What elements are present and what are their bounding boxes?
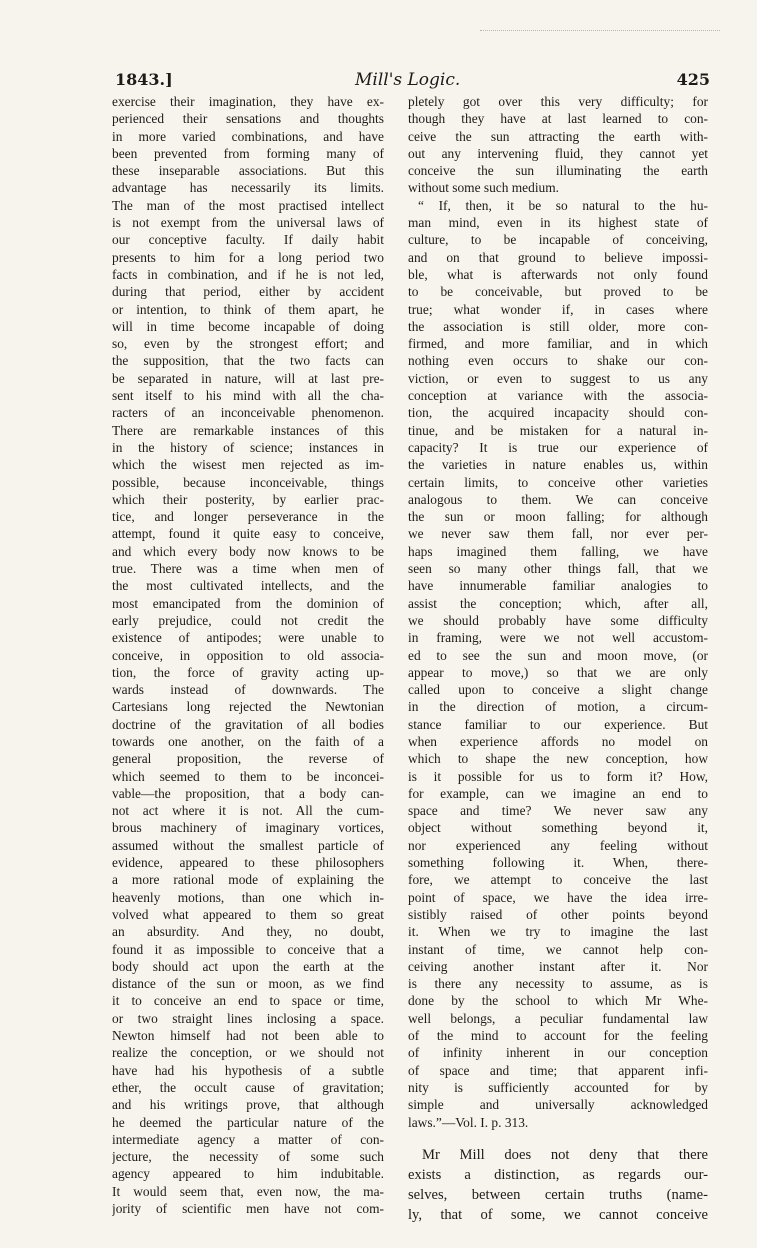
text-line: volved what appeared to them so great	[112, 906, 384, 922]
text-line: seen so many other things fall, that we	[408, 561, 708, 577]
text-line: in the direction of motion, a circum-	[408, 699, 708, 715]
text-line: certain limits, to conceive other varieties	[408, 474, 708, 490]
text-line: perienced their sensations and thoughts	[112, 111, 384, 127]
text-line: attempt, found it quite easy to conceive,	[112, 526, 384, 542]
text-line: or intention, to think of them apart, he	[112, 301, 384, 317]
page-number: 425	[676, 70, 710, 89]
text-line: evidence, appeared to these philosophers	[112, 855, 384, 871]
text-line: intermediate agency a matter of con-	[112, 1131, 384, 1147]
text-line: be separated in nature, will at last pre-	[112, 370, 384, 386]
text-line: when experience affords no model on	[408, 733, 708, 749]
text-line: and on that ground to believe impossi-	[408, 249, 708, 265]
text-line: brous machinery of imaginary vortices,	[112, 820, 384, 836]
text-line: which the wisest men rejected as im-	[112, 457, 384, 473]
text-line: nity is sufficiently accounted for by	[408, 1079, 708, 1095]
text-line: conceive, in opposition to old associa-	[112, 647, 384, 663]
text-line: been prevented from forming many of	[112, 145, 384, 161]
text-line: selves, between certain truths (name-	[408, 1186, 708, 1203]
text-line: found it as impossible to conceive that a	[112, 941, 384, 957]
text-line: though they have at last learned to con-	[408, 111, 708, 127]
text-line: we never saw them fall, nor ever per-	[408, 526, 708, 542]
text-line: space and time? We never saw any	[408, 803, 708, 819]
text-line: wards instead of downwards. The	[112, 682, 384, 698]
text-line: tion, the acquired incapacity should con-	[408, 405, 708, 421]
text-line: body should act upon the earth at the	[112, 958, 384, 974]
text-line: to be conceivable, but proved to be	[408, 284, 708, 300]
text-line: and which every body now knows to be	[112, 543, 384, 559]
text-line: in the history of science; instances in	[112, 439, 384, 455]
text-line: analogous to them. We can conceive	[408, 491, 708, 507]
text-line: exists a distinction, as regards our-	[408, 1166, 708, 1183]
left-text-column	[112, 93, 384, 1217]
text-line: is there any necessity to assume, as is	[408, 976, 708, 992]
text-line: have had his hypothesis of a subtle	[112, 1062, 384, 1078]
text-line: assumed without the smallest particle of	[112, 837, 384, 853]
text-line: which to shape the new conception, how	[408, 751, 708, 767]
text-line: the association is still older, more con-	[408, 318, 708, 334]
text-line: general proposition, the reverse of	[112, 751, 384, 767]
page-header	[115, 70, 710, 94]
text-line: distance of the sun or moon, as we find	[112, 976, 384, 992]
text-line: heavenly motions, than one which in-	[112, 889, 384, 905]
text-line: called upon to conceive a slight change	[408, 682, 708, 698]
text-line: most emancipated from the dominion of	[112, 595, 384, 611]
text-line: possible, because inconceivable, things	[112, 474, 384, 490]
text-line: true; what wonder if, in cases where	[408, 301, 708, 317]
text-line: and his writings prove, that although	[112, 1097, 384, 1113]
text-line: Cartesians long rejected the Newtonian	[112, 699, 384, 715]
text-line: an absurdity. And they, no doubt,	[112, 924, 384, 940]
text-line: during that period, either by accident	[112, 284, 384, 300]
text-line: he deemed the particular nature of the	[112, 1114, 384, 1130]
text-line: tinue, and be mistaken for a natural in-	[408, 422, 708, 438]
text-line: true. There was a time when men of	[112, 561, 384, 577]
text-line: realize the conception, or we should not	[112, 1045, 384, 1061]
paragraph-gap	[408, 1131, 708, 1145]
text-line: our conceptive faculty. If daily habit	[112, 232, 384, 248]
running-title: Mill's Logic.	[355, 70, 461, 90]
text-line: ble, what is afterwards not only found	[408, 266, 708, 282]
text-line: so, even by the strongest effort; and	[112, 336, 384, 352]
text-line: sistibly raised of other points beyond	[408, 906, 708, 922]
text-line: ly, that of some, we cannot conceive	[408, 1206, 708, 1223]
text-line: The man of the most practised intellect	[112, 197, 384, 213]
text-line: conception at variance with the associa-	[408, 388, 708, 404]
text-line: pletely got over this very difficulty; for	[408, 94, 708, 109]
text-line: is not exempt from the universal laws of	[112, 215, 384, 231]
text-line: point of space, we have the idea irre-	[408, 889, 708, 905]
text-line: of infinity inherent in our conception	[408, 1045, 708, 1061]
text-line: assist the conception; which, after all,	[408, 595, 708, 611]
text-line: ceive the sun attracting the earth with-	[408, 128, 708, 144]
text-line: out any intervening fluid, they cannot yet	[408, 145, 708, 161]
text-line: exercise their imagination, they have ex-	[112, 94, 384, 109]
text-line: or two straight lines inclosing a space.	[112, 1010, 384, 1026]
text-line: not act where it is not. All the cum-	[112, 803, 384, 819]
top-decorative-rule	[480, 30, 720, 31]
text-line: object without something beyond it,	[408, 820, 708, 836]
text-line: presents to him for a long period two	[112, 249, 384, 265]
text-line: ether, the occult cause of gravitation;	[112, 1079, 384, 1095]
text-line: Newton himself had not been able to	[112, 1028, 384, 1044]
text-line: have innumerable familiar analogies to	[408, 578, 708, 594]
text-line: will in time become incapable of doing	[112, 318, 384, 334]
text-line: ed to see the sun and moon move, (or	[408, 647, 708, 663]
text-line: nor experienced any feeling without	[408, 837, 708, 853]
text-line: these inseparable associations. But this	[112, 163, 384, 179]
text-line: nothing even occurs to shake our con-	[408, 353, 708, 369]
text-line: for example, can we imagine an end to	[408, 785, 708, 801]
text-line: ceiving another instant after it. Nor	[408, 958, 708, 974]
text-line: which their posterity, by earlier prac-	[112, 491, 384, 507]
text-line: It would seem that, even now, the ma-	[112, 1183, 384, 1199]
text-line: something following it. When, there-	[408, 855, 708, 871]
text-line: conceive the sun illuminating the earth	[408, 163, 708, 179]
text-line: instant of time, we cannot help con-	[408, 941, 708, 957]
header-year: 1843.]	[115, 70, 173, 89]
text-line: it. When we try to imagine the last	[408, 924, 708, 940]
text-line: stance familiar to our experience. But	[408, 716, 708, 732]
text-line: tion, the force of gravity acting up-	[112, 664, 384, 680]
text-line: done by the school to which Mr Whe-	[408, 993, 708, 1009]
text-line: which seemed to them to be inconcei-	[112, 768, 384, 784]
text-line: existence of antipodes; were unable to	[112, 630, 384, 646]
text-line: fore, we attempt to conceive the last	[408, 872, 708, 888]
text-line: tice, and longer perseverance in the	[112, 509, 384, 525]
text-line: Mr Mill does not deny that there	[422, 1146, 708, 1163]
text-line: simple and universally acknowledged	[408, 1097, 708, 1113]
text-line: a more rational mode of explaining the	[112, 872, 384, 888]
text-line: appear to move,) so that we are only	[408, 664, 708, 680]
text-line: is it possible for us to form it? How,	[408, 768, 708, 784]
text-line: culture, to be incapable of conceiving,	[408, 232, 708, 248]
text-line: haps imagined them falling, we have	[408, 543, 708, 559]
right-text-column	[408, 93, 708, 1225]
text-line: sent itself to his mind with all the cha-	[112, 388, 384, 404]
text-line: the supposition, that the two facts can	[112, 353, 384, 369]
text-line: it to conceive an end to space or time,	[112, 993, 384, 1009]
text-line: capacity? It is true our experience of	[408, 439, 708, 455]
text-line: racters of an inconceivable phenomenon.	[112, 405, 384, 421]
text-line: of space and time; that apparent infi-	[408, 1062, 708, 1078]
text-line: “ If, then, it be so natural to the hu-	[418, 197, 708, 213]
text-line: of the mind to account for the feeling	[408, 1028, 708, 1044]
text-line: jecture, the necessity of some such	[112, 1149, 384, 1165]
text-line: the sun or moon falling; for although	[408, 509, 708, 525]
text-line: laws.”—Vol. I. p. 313.	[408, 1114, 529, 1130]
text-line: jority of scientific men have not com-	[112, 1201, 384, 1216]
text-line: vable—the proposition, that a body can-	[112, 785, 384, 801]
text-line: viction, or even to suggest to us any	[408, 370, 708, 386]
text-line: well belongs, a peculiar fundamental law	[408, 1010, 708, 1026]
text-line: towards one another, on the faith of a	[112, 733, 384, 749]
text-line: agency appeared to him indubitable.	[112, 1166, 384, 1182]
text-line: advantage has necessarily its limits.	[112, 180, 384, 196]
text-line: the most cultivated intellects, and the	[112, 578, 384, 594]
text-line: in framing, were we not well accustom-	[408, 630, 708, 646]
text-line: firmed, and more familiar, and in which	[408, 336, 708, 352]
text-line: early prejudice, could not credit the	[112, 612, 384, 628]
text-line: man mind, even in its highest state of	[408, 215, 708, 231]
text-line: facts in combination, and if he is not led,	[112, 266, 384, 282]
text-line: There are remarkable instances of this	[112, 422, 384, 438]
text-line: doctrine of the gravitation of all bodies	[112, 716, 384, 732]
text-line: in more varied combinations, and have	[112, 128, 384, 144]
text-line: the varieties in nature enables us, within	[408, 457, 708, 473]
text-line: we should probably have some difficulty	[408, 612, 708, 628]
text-line: without some such medium.	[408, 180, 560, 196]
